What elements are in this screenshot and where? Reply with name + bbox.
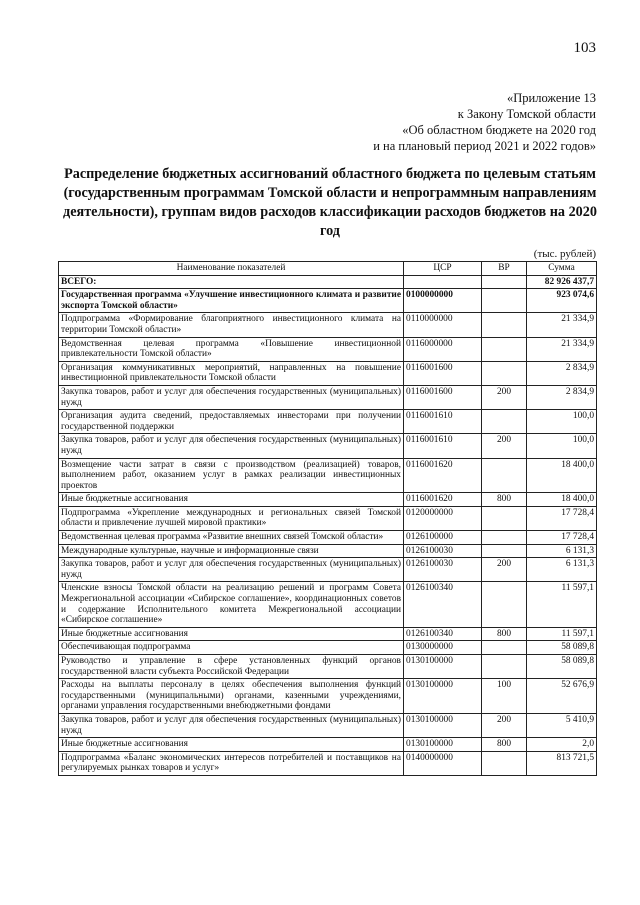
cell-name: Государственная программа «Улучшение инвестиционного климата и развитие экспорта Томской области» xyxy=(59,289,404,313)
table-row xyxy=(59,410,597,434)
cell-sum: 58 089,8 xyxy=(527,641,597,655)
document-title: Распределение бюджетных ассигнований областного бюджета по целевым статьям (государственным программам Томской области и непрограммным направлениям деятельности), группам видов расходов классификации расходов бюджетов на 2020 год xyxy=(63,166,597,239)
cell-name: Подпрограмма «Укрепление международных и региональных связей Томской области и привлечение лучшей мировой практики» xyxy=(59,506,404,530)
cell-csr: 0130100000 xyxy=(404,713,482,737)
cell-name: Подпрограмма «Баланс экономических интересов потребителей и поставщиков на регулируемых рынках товаров и услуг» xyxy=(59,751,404,775)
cell-vr: 100 xyxy=(482,679,527,714)
cell-csr: 0116001600 xyxy=(404,385,482,409)
cell-sum: 18 400,0 xyxy=(527,458,597,493)
cell-csr xyxy=(404,275,482,289)
cell-name: Организация коммуникативных мероприятий, направленных на повышение инвестиционной привлекательности Томской области xyxy=(59,361,404,385)
page-number: 103 xyxy=(573,40,596,56)
cell-vr xyxy=(482,361,527,385)
cell-vr xyxy=(482,410,527,434)
cell-vr xyxy=(482,544,527,558)
cell-sum: 6 131,3 xyxy=(527,558,597,582)
cell-vr xyxy=(482,275,527,289)
cell-csr: 0126100340 xyxy=(404,582,482,627)
units-label: (тыс. рублей) xyxy=(533,248,596,260)
appendix-reference xyxy=(373,90,596,154)
budget-table xyxy=(58,261,597,776)
table-row xyxy=(59,655,597,679)
cell-csr: 0126100000 xyxy=(404,531,482,545)
cell-name: Закупка товаров, работ и услуг для обеспечения государственных (муниципальных) нужд xyxy=(59,385,404,409)
cell-csr: 0126100030 xyxy=(404,558,482,582)
cell-vr xyxy=(482,313,527,337)
cell-sum: 6 131,3 xyxy=(527,544,597,558)
table-row xyxy=(59,679,597,714)
cell-csr: 0116001620 xyxy=(404,458,482,493)
cell-sum: 21 334,9 xyxy=(527,337,597,361)
cell-name: Руководство и управление в сфере установленных функций органов государственной власти субъекта Российской Федерации xyxy=(59,655,404,679)
cell-name: Ведомственная целевая программа «Повышение инвестиционной привлекательности Томской области» xyxy=(59,337,404,361)
table-body xyxy=(59,275,597,775)
table-row xyxy=(59,582,597,627)
cell-sum: 2 834,9 xyxy=(527,385,597,409)
header-sum: Сумма xyxy=(527,262,597,276)
cell-name: Членские взносы Томской области на реализацию решений и программ Совета Межрегиональной ассоциации «Сибирское соглашение», координационных советов и содержание Исполнительного комитета Межрегиональной ассоциации «Сибирское соглашение» xyxy=(59,582,404,627)
table-header-row xyxy=(59,262,597,276)
cell-name: Иные бюджетные ассигнования xyxy=(59,627,404,641)
cell-name: Закупка товаров, работ и услуг для обеспечения государственных (муниципальных) нужд xyxy=(59,434,404,458)
table-row xyxy=(59,337,597,361)
table-row xyxy=(59,361,597,385)
cell-vr xyxy=(482,458,527,493)
cell-sum: 5 410,9 xyxy=(527,713,597,737)
table-row xyxy=(59,751,597,775)
header-csr: ЦСР xyxy=(404,262,482,276)
cell-name: Подпрограмма «Формирование благоприятного инвестиционного климата на территории Томской области» xyxy=(59,313,404,337)
table-row xyxy=(59,493,597,507)
cell-sum: 813 721,5 xyxy=(527,751,597,775)
cell-csr: 0100000000 xyxy=(404,289,482,313)
cell-csr: 0116001620 xyxy=(404,493,482,507)
cell-vr xyxy=(482,641,527,655)
cell-name: ВСЕГО: xyxy=(59,275,404,289)
cell-name: Расходы на выплаты персоналу в целях обеспечения выполнения функций государственными (муниципальными) органами, казенными учреждениями, органами управления государственными внебюджетными фондами xyxy=(59,679,404,714)
table-row xyxy=(59,434,597,458)
cell-sum: 18 400,0 xyxy=(527,493,597,507)
cell-vr xyxy=(482,506,527,530)
cell-vr: 800 xyxy=(482,738,527,752)
cell-csr: 0116001610 xyxy=(404,434,482,458)
cell-name: Иные бюджетные ассигнования xyxy=(59,738,404,752)
header-name: Наименование показателей xyxy=(59,262,404,276)
cell-sum: 100,0 xyxy=(527,410,597,434)
cell-vr: 800 xyxy=(482,493,527,507)
cell-csr: 0140000000 xyxy=(404,751,482,775)
table-row xyxy=(59,458,597,493)
table-row xyxy=(59,289,597,313)
cell-sum: 100,0 xyxy=(527,434,597,458)
cell-name: Международные культурные, научные и информационные связи xyxy=(59,544,404,558)
cell-sum: 17 728,4 xyxy=(527,506,597,530)
cell-sum: 11 597,1 xyxy=(527,582,597,627)
cell-sum: 21 334,9 xyxy=(527,313,597,337)
cell-csr: 0130100000 xyxy=(404,738,482,752)
cell-csr: 0116001610 xyxy=(404,410,482,434)
cell-name: Организация аудита сведений, предоставляемых инвесторами при получении государственной поддержки xyxy=(59,410,404,434)
table-row xyxy=(59,641,597,655)
cell-csr: 0120000000 xyxy=(404,506,482,530)
cell-vr: 200 xyxy=(482,713,527,737)
table-row xyxy=(59,385,597,409)
cell-sum: 11 597,1 xyxy=(527,627,597,641)
cell-name: Возмещение части затрат в связи с производством (реализацией) товаров, выполнением работ, оказанием услуг в рамках реализации инвестиционных проектов xyxy=(59,458,404,493)
cell-csr: 0116001600 xyxy=(404,361,482,385)
appendix-line: «Об областном бюджете на 2020 год xyxy=(402,123,596,137)
cell-csr: 0126100340 xyxy=(404,627,482,641)
cell-vr xyxy=(482,337,527,361)
cell-sum: 17 728,4 xyxy=(527,531,597,545)
cell-csr: 0130100000 xyxy=(404,679,482,714)
table-row xyxy=(59,558,597,582)
cell-sum: 2,0 xyxy=(527,738,597,752)
cell-vr: 200 xyxy=(482,558,527,582)
cell-csr: 0126100030 xyxy=(404,544,482,558)
table-row xyxy=(59,627,597,641)
cell-vr xyxy=(482,582,527,627)
cell-sum: 923 074,6 xyxy=(527,289,597,313)
table-row xyxy=(59,531,597,545)
cell-vr: 200 xyxy=(482,434,527,458)
cell-sum: 58 089,8 xyxy=(527,655,597,679)
table-row xyxy=(59,738,597,752)
cell-sum: 82 926 437,7 xyxy=(527,275,597,289)
cell-name: Закупка товаров, работ и услуг для обеспечения государственных (муниципальных) нужд xyxy=(59,558,404,582)
cell-csr: 0116000000 xyxy=(404,337,482,361)
table-row xyxy=(59,506,597,530)
table-row xyxy=(59,713,597,737)
table-row xyxy=(59,544,597,558)
table-row xyxy=(59,313,597,337)
cell-vr xyxy=(482,655,527,679)
cell-csr: 0130100000 xyxy=(404,655,482,679)
cell-vr xyxy=(482,751,527,775)
cell-name: Ведомственная целевая программа «Развитие внешних связей Томской области» xyxy=(59,531,404,545)
cell-vr xyxy=(482,289,527,313)
appendix-line: к Закону Томской области xyxy=(457,107,596,121)
appendix-line: «Приложение 13 xyxy=(507,91,596,105)
cell-sum: 52 676,9 xyxy=(527,679,597,714)
cell-name: Обеспечивающая подпрограмма xyxy=(59,641,404,655)
cell-vr xyxy=(482,531,527,545)
cell-name: Закупка товаров, работ и услуг для обеспечения государственных (муниципальных) нужд xyxy=(59,713,404,737)
table-row xyxy=(59,275,597,289)
header-vr: ВР xyxy=(482,262,527,276)
appendix-line: и на плановый период 2021 и 2022 годов» xyxy=(373,139,596,153)
cell-csr: 0130000000 xyxy=(404,641,482,655)
cell-sum: 2 834,9 xyxy=(527,361,597,385)
cell-vr: 800 xyxy=(482,627,527,641)
cell-csr: 0110000000 xyxy=(404,313,482,337)
cell-name: Иные бюджетные ассигнования xyxy=(59,493,404,507)
cell-vr: 200 xyxy=(482,385,527,409)
